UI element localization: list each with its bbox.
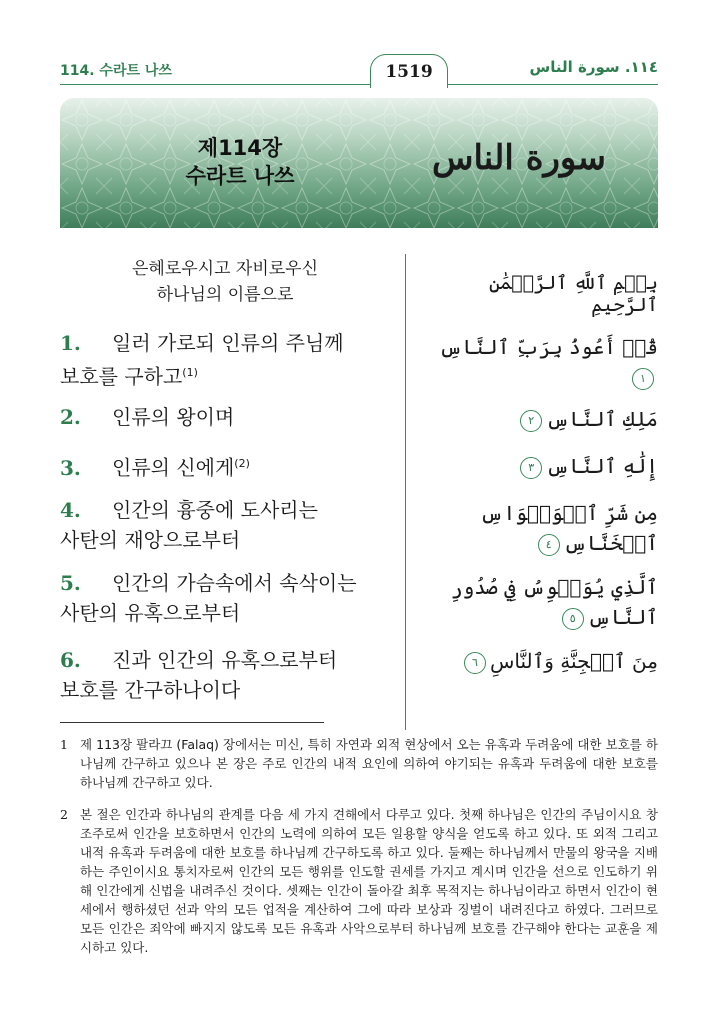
verse-arabic-text: مِنَ ٱلۡجِنَّةِ وَٱلنَّاسِ (489, 649, 658, 673)
basmala-korean-line1: 은혜로우시고 자비로우신 (131, 259, 319, 279)
verse-arabic-text: إِلَٰهِ ٱلنَّاسِ (546, 454, 658, 478)
verse-text-line2: 보호를 간구하나이다 (60, 678, 241, 702)
basmala-arabic: بِسۡمِ ٱللَّهِ ٱلرَّحۡمَٰنِ ٱلرَّحِيمِ (488, 272, 658, 316)
page-number: 1519 (385, 62, 433, 82)
verse-arabic-4 (420, 498, 658, 558)
verse-arabic-text: مَلِكِ ٱلنَّاسِ (546, 407, 658, 431)
header-right-title: ١١٤. سورة الناس (529, 58, 658, 76)
verse-arabic-text: قُلۡ أَعُوذُ بِرَبِّ ٱلنَّاسِ (439, 335, 658, 359)
verse-arabic-text: مِن شَرِّ ٱلۡوَسۡوَاسِ ٱلۡخَنَّاسِ (480, 501, 658, 555)
verse-text-line1: 인간의 가슴속에서 속삭이는 (112, 571, 357, 595)
verse-text-line1: 인류의 왕이며 (112, 405, 235, 429)
verse-korean-1 (60, 328, 390, 392)
footnote-text: 본 절은 인간과 하나님의 관계를 다음 세 가지 견해에서 다루고 있다. 첫째 하나님은 인간의 주님이시요 창조주로써 인간을 보호하면서 인간의 노력에 의하여 모든 일용할 양식을 얻도록 하고 있다. 또 외적 그리고 내적 유혹과 두려움에 대한 보호를 하나님께 간구하도록 하고 있다. 둘째는 하나님께서 만물의 왕국을 지배하는 주인이시요 통치자로써 인간의 모든 행위를 인도할 권세를 가지고 계시며 인간을 선으로 인도하기 위해 인간에게 신법을 내려주신 것이다. 셋째는 인간이 돌아갈 최후 목적지는 하나님이라고 하면서 인간이 현세에서 행하셨던 선과 악의 모든 업적을 계산하여 그에 따라 보상과 징벌이 내려진다고 하였다. 그러므로 모든 인간은 죄악에 빠지지 않도록 모든 유혹과 사악으로부터 하나님께 보호를 간구해야 한다는 교훈을 제시하고 있다. (80, 807, 658, 955)
verse-korean-5 (60, 568, 390, 628)
verse-arabic-5 (420, 572, 658, 632)
verse-arabic-6 (420, 646, 658, 676)
header-rule (60, 84, 658, 85)
verse-korean-6 (60, 645, 390, 705)
ayah-marker: ٣ (520, 457, 542, 479)
ayah-marker: ١ (632, 368, 654, 390)
verse-number: 3. (60, 455, 81, 480)
verse-text-line2: 보호를 구하고 (60, 364, 183, 389)
footnote-ref: (2) (234, 457, 250, 470)
ayah-marker: ٢ (520, 410, 542, 432)
chapter-name: 수라트 나쓰 (185, 164, 295, 188)
verse-number: 2. (60, 405, 81, 429)
verse-arabic-3 (420, 451, 658, 481)
verse-arabic-text: ٱلَّذِي يُوَسۡوِسُ فِي صُدُورِ ٱلنَّاسِ (450, 575, 658, 629)
ayah-marker: ٦ (464, 652, 486, 674)
verse-number: 1. (60, 331, 81, 355)
footnote-number: 2 (60, 807, 68, 822)
footnote-2 (60, 805, 658, 957)
chapter-number: 제114장 (197, 136, 283, 160)
ayah-marker: ٤ (538, 534, 560, 556)
ayah-marker: ٥ (562, 608, 584, 630)
running-header (60, 54, 658, 90)
basmala-korean-line2: 하나님의 이름으로 (156, 285, 294, 305)
surah-banner (60, 98, 658, 228)
basmala-korean (60, 256, 390, 308)
verse-korean-3 (60, 449, 390, 483)
verse-number: 4. (60, 498, 81, 522)
footnote-1 (60, 735, 658, 792)
verse-korean-2 (60, 402, 390, 432)
page-number-tab (370, 54, 448, 88)
footnote-number: 1 (60, 737, 68, 752)
header-left-title: 114. 수라트 나쓰 (60, 63, 172, 79)
footnote-ref: (1) (182, 366, 198, 379)
verse-number: 6. (60, 648, 81, 672)
arabic-calligraphy-title: سورة الناس (431, 138, 606, 178)
verse-korean-4 (60, 495, 390, 555)
verse-text-line1: 진과 인간의 유혹으로부터 (112, 648, 338, 672)
verse-arabic-1 (420, 332, 658, 392)
chapter-title (160, 134, 320, 190)
verse-text-line1: 인간의 흉중에 도사리는 (112, 498, 318, 522)
verse-arabic-2 (420, 404, 658, 434)
verse-text-line2: 사탄의 재앙으로부터 (60, 528, 241, 552)
verse-text-line2: 사탄의 유혹으로부터 (60, 601, 241, 625)
footnote-text: 제 113장 팔라끄 (Falaq) 장에서는 미신, 특히 자연과 외적 현상에서 오는 유혹과 두려움에 대한 보호를 하나님께 간구하고 있으나 본 장은 주로 인간의 내적 요인에 의하여 야기되는 유혹과 두려움에 대한 보호를 하나님께 간구하고 있다. (80, 737, 658, 790)
verse-text-line1: 일러 가로되 인류의 주님께 (112, 331, 344, 355)
verse-number: 5. (60, 571, 81, 595)
footnote-rule (60, 722, 324, 723)
verse-text-line1: 인류의 신에게 (112, 455, 235, 480)
column-divider (405, 254, 406, 730)
